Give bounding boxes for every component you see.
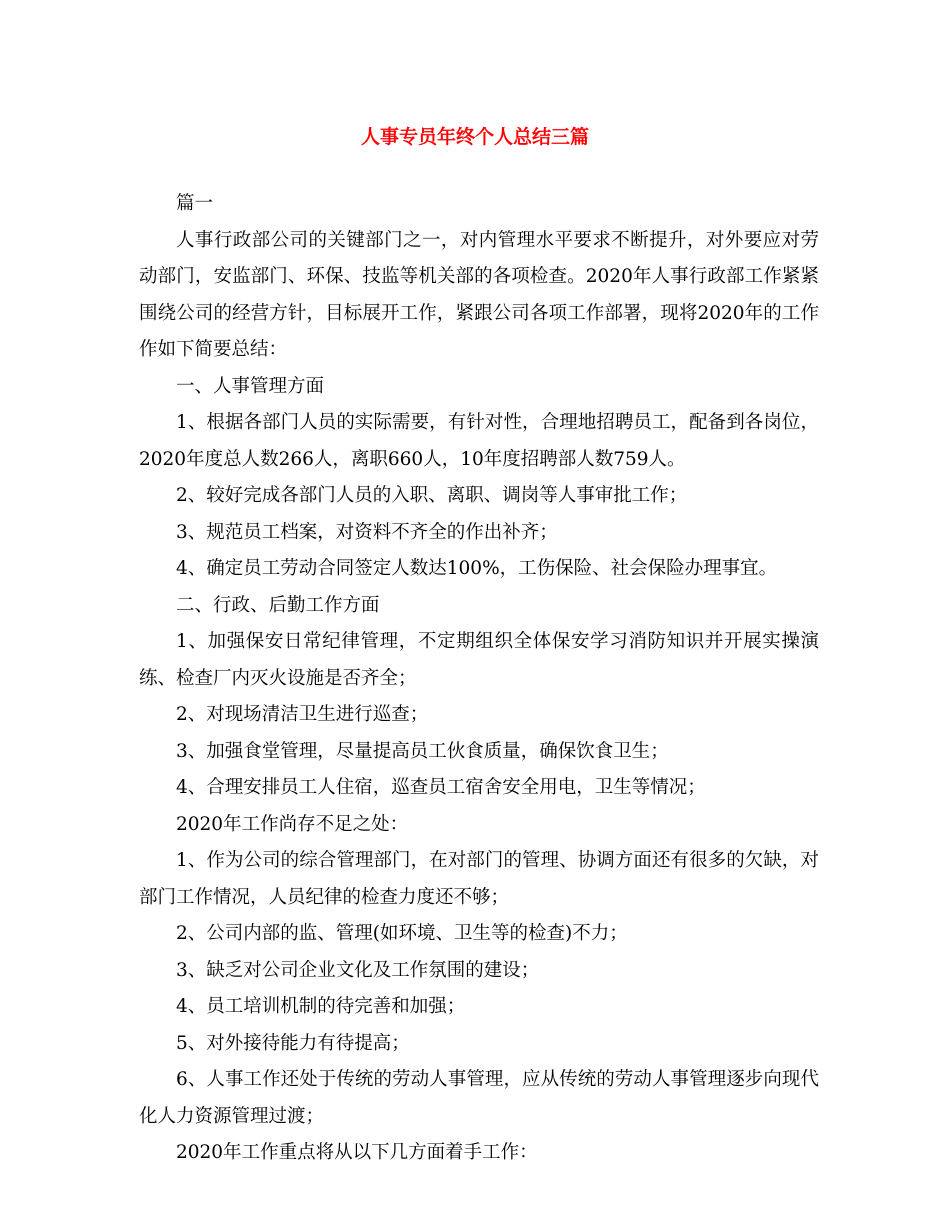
list-item: 5、对外接待能力有待提高； xyxy=(176,1032,410,1054)
list-item: 2、公司内部的监、管理(如环境、卫生等的检查)不力； xyxy=(176,923,628,944)
section-heading: 二、行政、后勤工作方面 xyxy=(176,594,380,616)
list-item: 2、较好完成各部门人员的入职、离职、调岗等人事审批工作； xyxy=(176,485,688,506)
list-item: 3、规范员工档案，对资料不齐全的作出补齐； xyxy=(176,521,558,543)
document-title: 人事专员年终个人总结三篇 xyxy=(360,126,589,148)
section-heading: 一、人事管理方面 xyxy=(176,375,325,397)
list-item: 1、加强保安日常纪律管理，不定期组织全体保安学习消防知识并开展实操演练、检查厂内灭火设施是否齐全； xyxy=(139,631,819,689)
list-item: 1、根据各部门人员的实际需要，有针对性，合理地招聘员工，配备到各岗位，2020年度总人数266人，离职660人，10年度招聘部人数759人。 xyxy=(139,412,819,470)
list-item: 3、缺乏对公司企业文化及工作氛围的建设； xyxy=(176,959,540,981)
list-item: 2、对现场清洁卫生进行巡查； xyxy=(176,704,429,725)
intro-paragraph: 人事行政部公司的关键部门之一，对内管理水平要求不断提升，对外要应对劳动部门，安监部门、环保、技监等机关部的各项检查。2020年人事行政部工作紧紧围绕公司的经营方针，目标展开工作，紧跟公司各项工作部署，现将2020年的工作作如下简要总结： xyxy=(139,229,819,360)
list-item: 4、确定员工劳动合同签定人数达100%，工伤保险、社会保险办理事宜。 xyxy=(176,558,778,579)
list-item: 4、合理安排员工人住宿，巡查员工宿舍安全用电，卫生等情况； xyxy=(176,777,706,798)
list-item: 6、人事工作还处于传统的劳动人事管理，应从传统的劳动人事管理逐步向现代化人力资源管理过渡； xyxy=(139,1069,819,1127)
list-item: 3、加强食堂管理，尽量提高员工伙食质量，确保饮食卫生； xyxy=(176,740,669,762)
list-item: 1、作为公司的综合管理部门，在对部门的管理、协调方面还有很多的欠缺，对部门工作情况，人员纪律的检查力度还不够； xyxy=(139,850,819,908)
section-heading: 2020年工作重点将从以下几方面着手工作： xyxy=(176,1142,538,1163)
section-heading: 篇一 xyxy=(176,193,214,214)
section-heading: 2020年工作尚存不足之处： xyxy=(176,813,409,835)
list-item: 4、员工培训机制的待完善和加强； xyxy=(176,996,466,1017)
document-body xyxy=(139,186,819,1172)
